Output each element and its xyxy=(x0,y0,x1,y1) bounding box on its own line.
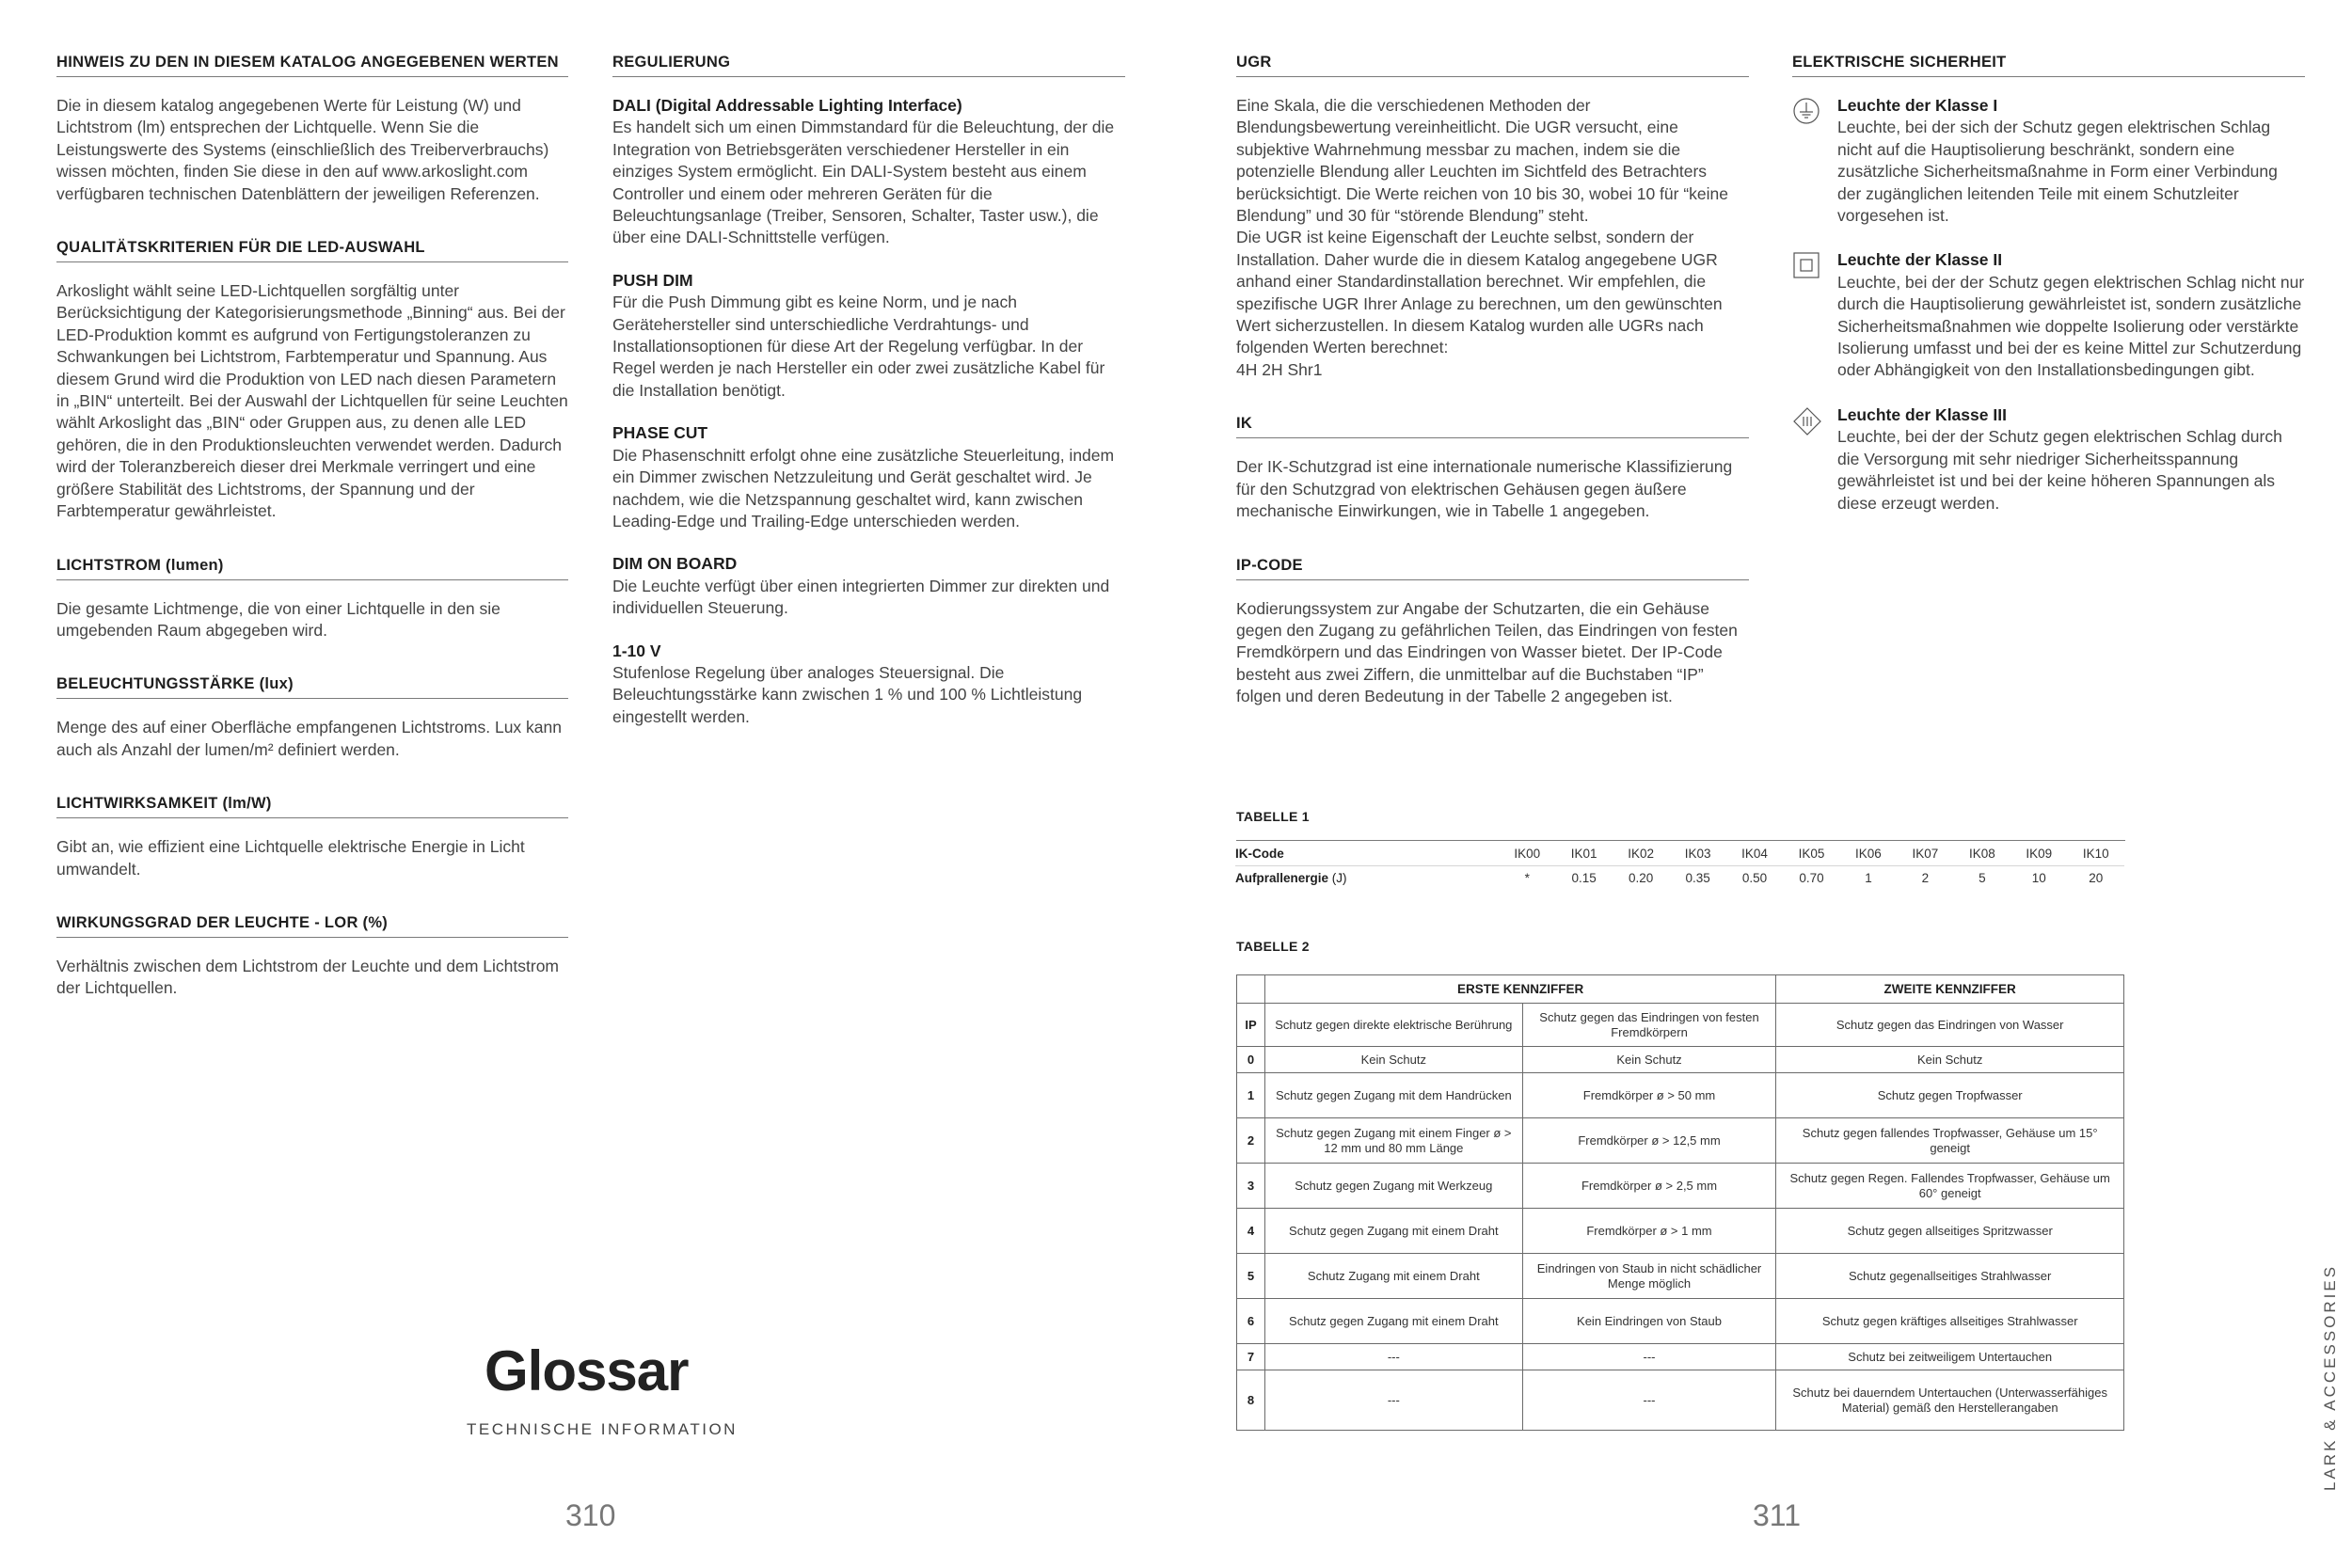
item-title: DALI (Digital Addressable Lighting Interface) xyxy=(612,96,962,115)
section-lor xyxy=(56,914,568,1000)
energy-cell: 0.70 xyxy=(1799,871,1824,885)
section-heading: IK xyxy=(1236,415,1749,438)
energy-cell: 10 xyxy=(2031,871,2046,885)
ik-code-cell: IK06 xyxy=(1840,842,1897,866)
ip-header-first: ERSTE KENNZIFFER xyxy=(1264,975,1775,1004)
section-werte xyxy=(56,54,568,205)
ik-code-cell: IK05 xyxy=(1783,842,1839,866)
first-digit-cell: Schutz gegen Zugang mit einem Finger ø > 12 mm und 80 mm Länge xyxy=(1264,1118,1522,1164)
item-body: Die Leuchte verfügt über einen integrierten Dimmer zur direkten und individuellen Steuerung. xyxy=(612,576,1110,618)
table-row xyxy=(1237,1164,2124,1209)
energy-cell: 1 xyxy=(1865,871,1872,885)
first-digit-cell: Schutz gegen das Eindringen von festen Fremdkörpern xyxy=(1522,1004,1776,1047)
ik-code-cell: IK02 xyxy=(1613,842,1669,866)
energy-label-text: Aufprallenergie xyxy=(1235,871,1329,885)
section-body-3: 4H 2H Shr1 xyxy=(1236,359,1323,379)
energy-cell: 0.20 xyxy=(1628,871,1654,885)
class-1-item xyxy=(1792,95,2305,227)
section-ik xyxy=(1236,415,1749,522)
first-digit-cell: Fremdkörper ø > 50 mm xyxy=(1522,1073,1776,1118)
second-digit-cell: Schutz gegenallseitiges Strahlwasser xyxy=(1776,1254,2124,1299)
ik-table xyxy=(1235,842,2124,890)
ip-digit: 7 xyxy=(1237,1344,1265,1370)
ik-code-cell: IK08 xyxy=(1954,842,2010,866)
safety-extra-low-voltage-icon xyxy=(1792,404,1837,515)
second-digit-cell: Schutz bei dauerndem Untertauchen (Unterwasserfähiges Material) gemäß den Herstellerangaben xyxy=(1776,1370,2124,1431)
ip-digit: 5 xyxy=(1237,1254,1265,1299)
ik-code-cell: IK09 xyxy=(2010,842,2067,866)
section-body: Verhältnis zwischen dem Lichtstrom der Leuchte und dem Lichtstrom der Lichtquellen. xyxy=(56,956,560,998)
first-digit-cell: --- xyxy=(1264,1370,1522,1431)
first-digit-cell: Schutz gegen Zugang mit einem Draht xyxy=(1264,1209,1522,1254)
class-body: Leuchte, bei der sich der Schutz gegen elektrischen Schlag nicht auf die Hauptisolierung beschränkt, sondern eine zusätzliche Sicherheitsmaßnahme in Form einer Verbindung der zugänglichen leitenden Teile mit einem Schutzleiter vorgesehen ist. xyxy=(1837,118,2278,226)
page-number-right: 311 xyxy=(1753,1498,1802,1532)
item-title: PUSH DIM xyxy=(612,270,693,290)
second-digit-cell: Schutz gegen kräftiges allseitiges Strahlwasser xyxy=(1776,1299,2124,1344)
energy-cell: 0.50 xyxy=(1741,871,1768,885)
first-digit-cell: Schutz gegen Zugang mit dem Handrücken xyxy=(1264,1073,1522,1118)
item-body: Für die Push Dimmung gibt es keine Norm, und je nach Gerätehersteller sind unterschiedliche Verdrahtungs- und Installationsoptionen für diese Art der Regelung verfügbar. In der Regel werden je nach Hersteller ein oder zwei zusätzliche Kabel für die Installation benötigt. xyxy=(612,293,1105,400)
item-body: Die Phasenschnitt erfolgt ohne eine zusätzliche Steuerleitung, indem ein Dimmer zwischen Netzzuleitung und Gerät geschaltet wird. Je nachdem, wie die Netzspannung geschaltet wird, kann zwischen Leading-Edge und Trailing-Edge unterschieden werden. xyxy=(612,445,1115,531)
ip-table xyxy=(1236,974,2124,1431)
section-heading-sicherheit: ELEKTRISCHE SICHERHEIT xyxy=(1792,54,2305,77)
table-row xyxy=(1237,1370,2124,1431)
glossar-title: Glossar xyxy=(485,1339,689,1402)
energy-cell: * xyxy=(1524,871,1530,885)
class-2-item xyxy=(1792,249,2305,381)
regulierung-dali xyxy=(612,95,1125,249)
section-body: Der IK-Schutzgrad ist eine internationale numerische Klassifizierung für den Schutzgrad von elektrischen Gehäusen gegen äußere mechanische Einwirkungen, wie in Tabelle 1 angegeben. xyxy=(1236,457,1733,521)
first-digit-cell: Schutz gegen Zugang mit einem Draht xyxy=(1264,1299,1522,1344)
section-body: Gibt an, wie effizient eine Lichtquelle elektrische Energie in Licht umwandelt. xyxy=(56,837,525,879)
ip-header-second: ZWEITE KENNZIFFER xyxy=(1776,975,2124,1004)
ik-code-cell: IK03 xyxy=(1669,842,1725,866)
regulierung-1-10v xyxy=(612,641,1125,729)
ground-icon xyxy=(1792,95,1837,227)
double-insulation-icon xyxy=(1792,249,1837,381)
second-digit-cell: Schutz gegen fallendes Tropfwasser, Gehäuse um 15° geneigt xyxy=(1776,1118,2124,1164)
first-digit-cell: Fremdkörper ø > 2,5 mm xyxy=(1522,1164,1776,1209)
first-digit-cell: Eindringen von Staub in nicht schädlicher Menge möglich xyxy=(1522,1254,1776,1299)
section-heading: LICHTWIRKSAMKEIT (lm/W) xyxy=(56,795,568,818)
first-digit-cell: --- xyxy=(1264,1344,1522,1370)
ip-digit: 3 xyxy=(1237,1164,1265,1209)
item-title: PHASE CUT xyxy=(612,423,708,443)
energy-cell: 0.35 xyxy=(1685,871,1710,885)
side-section-label: LARK & ACCESSORIES xyxy=(2321,1263,2339,1491)
ip-header-empty xyxy=(1237,975,1265,1004)
section-ip-code xyxy=(1236,557,1749,708)
energy-label-unit: (J) xyxy=(1331,871,1347,885)
first-digit-cell: Schutz gegen direkte elektrische Berührung xyxy=(1264,1004,1522,1047)
section-qualitaet xyxy=(56,239,568,522)
ip-digit: 1 xyxy=(1237,1073,1265,1118)
ik-code-cell: IK04 xyxy=(1726,842,1783,866)
second-digit-cell: Schutz gegen Tropfwasser xyxy=(1776,1073,2124,1118)
left-column-2 xyxy=(612,54,1125,749)
second-digit-cell: Schutz gegen allseitiges Spritzwasser xyxy=(1776,1209,2124,1254)
energy-cell: 5 xyxy=(1979,871,1986,885)
ip-digit: IP xyxy=(1237,1004,1265,1047)
first-digit-cell: Kein Schutz xyxy=(1522,1047,1776,1073)
section-lichtwirksamkeit xyxy=(56,795,568,880)
right-column-2 xyxy=(1792,54,2305,537)
table1-rule xyxy=(1236,840,2125,841)
table-row xyxy=(1237,1073,2124,1118)
energy-cell: 2 xyxy=(1921,871,1930,885)
ik-code-cell: IK00 xyxy=(1499,842,1555,866)
class-title: Leuchte der Klasse II xyxy=(1837,250,2003,270)
class-body: Leuchte, bei der der Schutz gegen elektrischen Schlag durch die Versorgung mit sehr niedriger Sicherheitsspannung gewährleistet ist und bei der keine höheren Spannungen als diese erzeugt werden. xyxy=(1837,427,2282,513)
section-body: Die in diesem katalog angegebenen Werte für Leistung (W) und Lichtstrom (lm) entsprechen der Lichtquelle. Wenn Sie die Leistungswerte des Systems (einschließlich des Treiberverbrauchs) wissen möchten, finden Sie diese in den auf www.arkoslight.com verfügbaren technischen Datenblättern der jeweiligen Referenzen. xyxy=(56,96,549,203)
ik-code-label: IK-Code xyxy=(1235,842,1499,866)
section-body: Arkoslight wählt seine LED-Lichtquellen sorgfältig unter Berücksichtigung der Kategorisierungsmethode „Binning“ aus. Bei der LED-Produktion kommt es aufgrund von Fertigungstoleranzen zu Schwankungen bei Lichtstrom, Farbtemperatur und Spannung. Aus diesem Grund wird die Produktion von LED nach diesen Parametern in „BIN“ unterteilt. Bei der Auswahl der Lichtquellen für seine Leuchten wählt Arkoslight das „BIN“ oder Gruppen aus, zu denen alle LED gehören, die in den Produktionsleuchten verwendet werden. Dadurch wird der Toleranzbereich dieser drei Merkmale verringert und eine größere Stabilität des Lichtstroms, der Spannung und der Farbtemperatur gewährleistet. xyxy=(56,281,568,521)
energy-row xyxy=(1235,866,2124,891)
ip-digit: 6 xyxy=(1237,1299,1265,1344)
item-body: Stufenlose Regelung über analoges Steuersignal. Die Beleuchtungsstärke kann zwischen 1 % und 100 % Lichtleistung eingestellt werden. xyxy=(612,662,1083,726)
ip-digit: 8 xyxy=(1237,1370,1265,1431)
first-digit-cell: Kein Eindringen von Staub xyxy=(1522,1299,1776,1344)
section-heading: HINWEIS ZU DEN IN DIESEM KATALOG ANGEGEBENEN WERTEN xyxy=(56,54,568,77)
table-row xyxy=(1237,1299,2124,1344)
section-heading: IP-CODE xyxy=(1236,557,1749,580)
ip-digit: 4 xyxy=(1237,1209,1265,1254)
first-digit-cell: Kein Schutz xyxy=(1264,1047,1522,1073)
regulierung-dim-on-board xyxy=(612,553,1125,619)
energy-cell: 0.15 xyxy=(1571,871,1597,885)
class-3-item xyxy=(1792,404,2305,515)
second-digit-cell: Kein Schutz xyxy=(1776,1047,2124,1073)
first-digit-cell: --- xyxy=(1522,1344,1776,1370)
ik-code-cell: IK01 xyxy=(1555,842,1612,866)
table1-label: TABELLE 1 xyxy=(1236,809,1310,824)
section-body: Kodierungssystem zur Angabe der Schutzarten, die ein Gehäuse gegen den Zugang zu gefährlichen Teilen, das Eindringen von festen Fremdkörpern und das Eindringen von Wasser bietet. Der IP-Code besteht aus zwei Ziffern, die unmittelbar auf die Buchstaben “IP” folgen und deren Bedeutung in der Tabelle 2 angegeben ist. xyxy=(1236,598,1738,706)
ik-code-cell: IK10 xyxy=(2068,842,2124,866)
section-heading: LICHTSTROM (lumen) xyxy=(56,557,568,580)
glossar-subtitle: TECHNISCHE INFORMATION xyxy=(467,1420,738,1438)
ip-digit: 2 xyxy=(1237,1118,1265,1164)
table-row xyxy=(1237,1047,2124,1073)
page-number-left: 310 xyxy=(565,1498,616,1532)
ip-table-header xyxy=(1237,975,2124,1004)
right-column-1 xyxy=(1236,54,1749,742)
second-digit-cell: Schutz gegen das Eindringen von Wasser xyxy=(1776,1004,2124,1047)
table-row xyxy=(1237,1254,2124,1299)
energy-label xyxy=(1235,866,1499,891)
item-title: DIM ON BOARD xyxy=(612,554,738,574)
section-body: Eine Skala, die die verschiedenen Methoden der Blendungsbewertung vereinheitlicht. Die UGR versucht, eine subjektive Wahrnehmung messbar zu machen, indem sie die potenzielle Blendung aller Leuchten im Sichtfeld des Betrachters berücksichtigt. Die Werte reichen von 10 bis 30, wobei 10 für “keine Blendung” und 30 für “störende Blendung” steht. xyxy=(1236,96,1729,226)
second-digit-cell: Schutz gegen Regen. Fallendes Tropfwasser, Gehäuse um 60° geneigt xyxy=(1776,1164,2124,1209)
ik-code-row xyxy=(1235,842,2124,866)
section-heading: BELEUCHTUNGSSTÄRKE (lux) xyxy=(56,675,568,699)
second-digit-cell: Schutz bei zeitweiligem Untertauchen xyxy=(1776,1344,2124,1370)
first-digit-cell: Fremdkörper ø > 1 mm xyxy=(1522,1209,1776,1254)
section-heading: QUALITÄTSKRITERIEN FÜR DIE LED-AUSWAHL xyxy=(56,239,568,262)
energy-cell: 20 xyxy=(2089,871,2104,885)
table-row xyxy=(1237,1004,2124,1047)
first-digit-cell: Fremdkörper ø > 12,5 mm xyxy=(1522,1118,1776,1164)
table-row xyxy=(1237,1344,2124,1370)
table-row xyxy=(1237,1209,2124,1254)
section-heading: WIRKUNGSGRAD DER LEUCHTE - LOR (%) xyxy=(56,914,568,938)
item-title: 1-10 V xyxy=(612,641,661,660)
class-title: Leuchte der Klasse III xyxy=(1837,404,2007,424)
item-body: Es handelt sich um einen Dimmstandard für die Beleuchtung, der die Integration von Betriebsgeräten verschiedener Hersteller in ein einziges System ermöglicht. Ein DALI-System besteht aus einem Controller und einem oder mehreren Geräten für die Beleuchtungsanlage (Treiber, Sensoren, Schalter, Taster usw.), die über eine DALI-Schnittstelle verfügen. xyxy=(612,118,1115,247)
class-title: Leuchte der Klasse I xyxy=(1837,96,1998,115)
section-body-2: Die UGR ist keine Eigenschaft der Leuchte selbst, sondern der Installation. Daher wurde die in diesem Katalog angegebene UGR anhand einer Standardinstallation berechnet. Wir empfehlen, die spezifische UGR Ihrer Anlage zu berechnen, um den gewünschten Wert sicherzustellen. In diesem Katalog wurden alle UGRs nach folgenden Werten berechnet: xyxy=(1236,228,1723,357)
class-body: Leuchte, bei der der Schutz gegen elektrischen Schlag nicht nur durch die Hauptisolierung gewährleistet ist, sondern zusätzliche Sicherheitsmaßnahmen wie doppelte Isolierung oder verstärkte Isolierung umfasst und bei der es keine Mittel zur Schutzerdung oder Abhängigkeit von den Installationsbedingungen gibt. xyxy=(1837,272,2305,380)
ip-digit: 0 xyxy=(1237,1047,1265,1073)
section-beleuchtungsstaerke xyxy=(56,675,568,761)
first-digit-cell: --- xyxy=(1522,1370,1776,1431)
ik-code-cell: IK07 xyxy=(1897,842,1953,866)
section-body: Menge des auf einer Oberfläche empfangenen Lichtstroms. Lux kann auch als Anzahl der lumen/m² definiert werden. xyxy=(56,718,562,759)
section-heading: UGR xyxy=(1236,54,1749,77)
regulierung-push-dim xyxy=(612,270,1125,402)
regulierung-phase-cut xyxy=(612,422,1125,532)
table2-label: TABELLE 2 xyxy=(1236,939,1310,954)
table-row xyxy=(1237,1118,2124,1164)
first-digit-cell: Schutz gegen Zugang mit Werkzeug xyxy=(1264,1164,1522,1209)
section-heading-regulierung: REGULIERUNG xyxy=(612,54,1125,77)
first-digit-cell: Schutz Zugang mit einem Draht xyxy=(1264,1254,1522,1299)
left-column-1 xyxy=(56,54,568,1034)
section-lichtstrom xyxy=(56,557,568,642)
section-body: Die gesamte Lichtmenge, die von einer Lichtquelle in den sie umgebenden Raum abgegeben wird. xyxy=(56,598,501,640)
section-ugr xyxy=(1236,54,1749,381)
